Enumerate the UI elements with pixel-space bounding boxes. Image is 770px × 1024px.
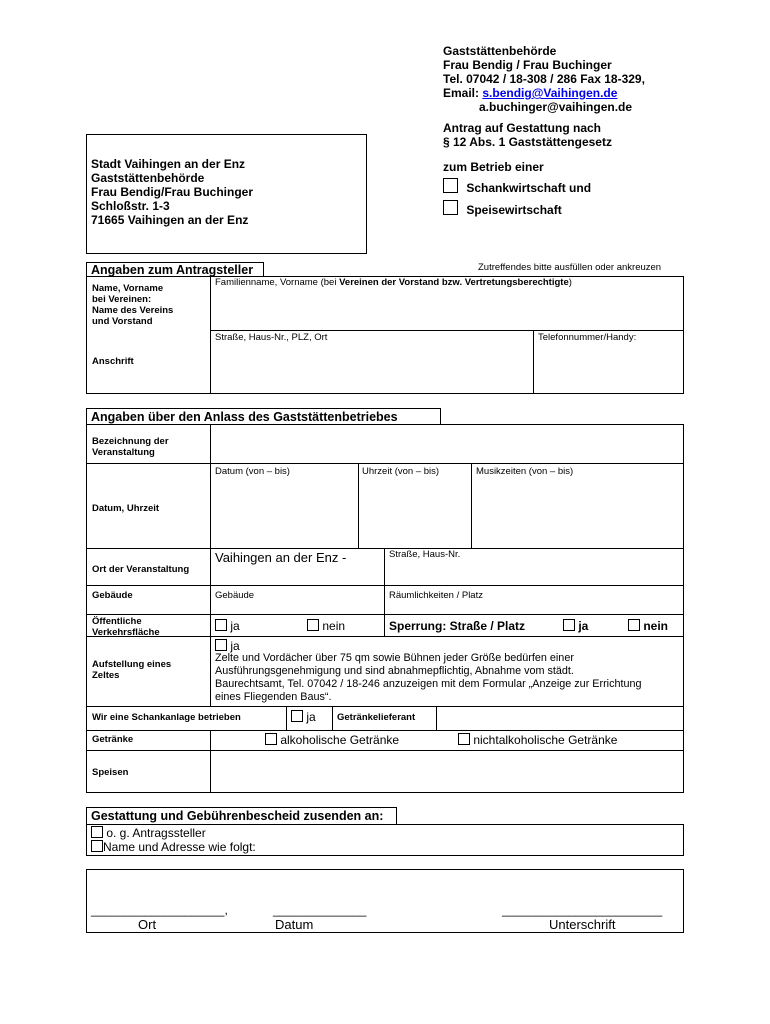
- event-name-label: Bezeichnung der Veranstaltung: [92, 436, 169, 458]
- tent-yes-option[interactable]: [215, 639, 240, 653]
- delivery-option-applicant[interactable]: [91, 826, 206, 840]
- date-input[interactable]: [211, 478, 357, 547]
- traffic-no-label: nein: [322, 619, 346, 633]
- signature-caption: Unterschrift: [549, 917, 616, 932]
- street-input[interactable]: [211, 344, 532, 393]
- tap-yes-label: ja: [306, 710, 316, 724]
- delivery-option-other[interactable]: [91, 840, 256, 854]
- traffic-label: Öffentliche Verkehrsfläche: [92, 616, 160, 638]
- address-line2: Gaststättenbehörde: [91, 171, 205, 185]
- nonalcoholic-option[interactable]: [458, 733, 617, 747]
- checkbox-traffic-yes[interactable]: [215, 619, 227, 631]
- closure-no-option[interactable]: [628, 619, 668, 633]
- location-value: Vaihingen an der Enz -: [215, 550, 347, 565]
- checkbox-alcoholic[interactable]: [265, 733, 277, 745]
- closure-label: Sperrung: Straße / Platz: [389, 619, 526, 633]
- application-title: [443, 121, 612, 149]
- checkbox-closure-no[interactable]: [628, 619, 640, 631]
- street-field-label: Straße, Haus-Nr., PLZ, Ort: [215, 332, 328, 343]
- music-field-label: Musikzeiten (von – bis): [476, 466, 574, 477]
- applicant-section-title: Angaben zum Antragsteller: [91, 263, 254, 277]
- location-label: Ort der Veranstaltung: [92, 564, 190, 575]
- delivery-option-applicant-label: o. g. Antragssteller: [106, 826, 206, 840]
- traffic-no-option[interactable]: [307, 619, 345, 633]
- authority-name: Gaststättenbehörde: [443, 44, 557, 58]
- supplier-label: Getränkelieferant: [337, 712, 416, 723]
- food-input[interactable]: [211, 751, 683, 792]
- phone-input[interactable]: [534, 344, 683, 393]
- checkbox-schankwirtschaft[interactable]: [443, 178, 458, 193]
- checkbox-tent-yes[interactable]: [215, 639, 227, 651]
- rooms-field-label: Räumlichkeiten / Platz: [389, 590, 483, 601]
- address-label: Anschrift: [92, 356, 134, 367]
- alcoholic-option[interactable]: [265, 733, 399, 747]
- checkbox-nonalcoholic[interactable]: [458, 733, 470, 745]
- hint-text: Zutreffendes bitte ausfüllen oder ankreuzen: [478, 262, 662, 273]
- time-input[interactable]: [359, 478, 470, 547]
- tap-yes-option[interactable]: [291, 710, 316, 724]
- name-label: Name, Vorname bei Vereinen: Name des Vereins und Vorstand: [92, 283, 174, 327]
- option-schankwirtschaft[interactable]: [443, 178, 591, 195]
- signature-blank[interactable]: ________________________: [502, 903, 663, 917]
- nonalcoholic-label: nichtalkoholische Getränke: [473, 733, 618, 747]
- time-field-label: Uhrzeit (von – bis): [362, 466, 440, 477]
- purpose-text: zum Betrieb einer: [443, 160, 544, 174]
- email-label: Email:: [443, 86, 480, 100]
- email-link-bendig[interactable]: s.bendig@Vaihingen.de: [482, 86, 618, 100]
- delivery-section-title: Gestattung und Gebührenbescheid zusenden an:: [91, 809, 384, 823]
- authority-contacts: Frau Bendig / Frau Buchinger: [443, 58, 612, 72]
- location-street-label: Straße, Haus-Nr.: [389, 549, 461, 560]
- checkbox-traffic-no[interactable]: [307, 619, 319, 631]
- event-name-input[interactable]: [211, 425, 683, 462]
- location-street-input[interactable]: [385, 560, 683, 584]
- address-line3: Frau Bendig/Frau Buchinger: [91, 185, 254, 199]
- option-speisewirtschaft-label: Speisewirtschaft: [466, 203, 562, 217]
- building-label: Gebäude: [92, 590, 133, 601]
- closure-no-label: nein: [643, 619, 669, 633]
- checkbox-speisewirtschaft[interactable]: [443, 200, 458, 215]
- date-field-label: Datum (von – bis): [215, 466, 290, 477]
- tap-label: Wir eine Schankanlage betrieben: [92, 712, 241, 723]
- drinks-label: Getränke: [92, 734, 134, 745]
- event-section-title: Angaben über den Anlass des Gaststättenbetriebes: [91, 410, 398, 424]
- food-label: Speisen: [92, 767, 129, 778]
- checkbox-closure-yes[interactable]: [563, 619, 575, 631]
- place-blank[interactable]: ____________________,: [91, 903, 228, 917]
- option-speisewirtschaft[interactable]: [443, 200, 562, 217]
- address-line1: Stadt Vaihingen an der Enz: [91, 157, 246, 171]
- closure-yes-label: ja: [578, 619, 589, 633]
- recipient-address: [91, 157, 253, 227]
- supplier-input[interactable]: [437, 707, 683, 729]
- email-buchinger: a.buchinger@vaihingen.de: [479, 100, 633, 114]
- building-field-label: Gebäude: [215, 590, 255, 601]
- authority-block: [443, 44, 645, 114]
- phone-field-label: Telefonnummer/Handy:: [538, 332, 637, 343]
- tent-yes-label: ja: [230, 639, 240, 653]
- address-line5: 71665 Vaihingen an der Enz: [91, 213, 249, 227]
- date-caption: Datum: [275, 917, 314, 932]
- date-time-label: Datum, Uhrzeit: [92, 503, 160, 514]
- checkbox-tap-yes[interactable]: [291, 710, 303, 722]
- closure-yes-option[interactable]: [563, 619, 588, 633]
- application-title-line2: § 12 Abs. 1 Gaststättengesetz: [443, 135, 612, 149]
- authority-phone: Tel. 07042 / 18-308 / 286 Fax 18-329,: [443, 72, 645, 86]
- option-schankwirtschaft-label: Schankwirtschaft und: [466, 181, 592, 195]
- alcoholic-label: alkoholische Getränke: [280, 733, 400, 747]
- application-title-line1: Antrag auf Gestattung nach: [443, 121, 602, 135]
- name-input[interactable]: [211, 290, 683, 329]
- traffic-yes-label: ja: [230, 619, 240, 633]
- date-blank[interactable]: ______________: [273, 903, 367, 917]
- place-caption: Ort: [138, 917, 157, 932]
- checkbox-delivery-other[interactable]: [91, 840, 103, 852]
- tent-notice: Zelte und Vordächer über 75 qm sowie Bühnen jeder Größe bedürfen einer Ausführungsgenehmigung und sind abnahmepflichtig, Abnahme vom städt. Baurechtsamt, Tel. 07042 / 18-246 anzuzeigen mit dem Formular „Anzeige zur Errichtung eines Fliegenden Baus“.: [215, 652, 642, 703]
- music-input[interactable]: [472, 478, 683, 547]
- name-field-label: Familienname, Vorname (bei Vereinen der Vorstand bzw. Vertretungsberechtigte): [215, 277, 572, 288]
- checkbox-delivery-applicant[interactable]: [91, 826, 103, 838]
- delivery-option-other-label: Name und Adresse wie folgt:: [103, 840, 256, 854]
- address-line4: Schloßstr. 1-3: [91, 199, 170, 213]
- traffic-yes-option[interactable]: [215, 619, 240, 633]
- tent-label: Aufstellung eines Zeltes: [92, 659, 172, 681]
